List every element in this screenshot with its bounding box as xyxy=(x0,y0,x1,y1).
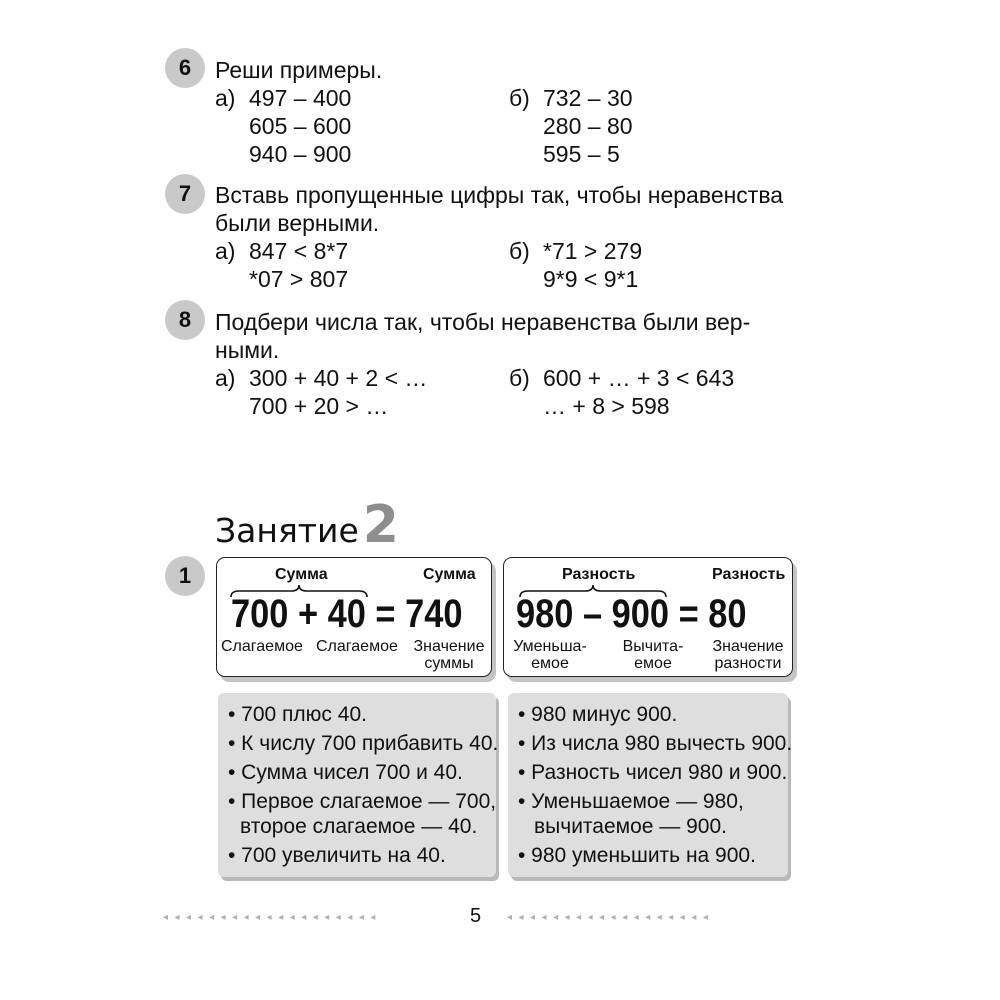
exercise-8-b-item: … + 8 > 598 xyxy=(543,393,670,419)
sum-phrase: • 700 плюс 40. xyxy=(228,703,367,726)
exercise-6-a-item: 605 – 600 xyxy=(249,113,352,139)
difference-sub-minuend-line1: Уменьша- xyxy=(513,638,587,655)
difference-sub-value-line1: Значение xyxy=(712,638,784,655)
exercise-6-a-label: а) xyxy=(215,85,236,111)
exercise-7-a-item: *07 > 807 xyxy=(249,266,349,292)
difference-equation: 980 – 900 = 80 xyxy=(516,592,747,636)
lesson-heading-word: Занятие xyxy=(215,511,359,550)
sum-phrase: • К числу 700 прибавить 40. xyxy=(228,732,499,755)
exercise-8-b-item: 600 + … + 3 < 643 xyxy=(543,365,735,391)
sum-equation: 700 + 40 = 740 xyxy=(231,592,463,636)
sum-phrase: второе слагаемое — 40. xyxy=(240,815,478,838)
difference-sub-subtrahend-line2: емое xyxy=(634,655,672,672)
exercise-6-b-item: 732 – 30 xyxy=(543,85,633,111)
exercise-6-b-item: 280 – 80 xyxy=(543,113,633,139)
footer-ornament-left: ◂◂◂◂◂◂◂◂◂◂◂◂◂◂◂◂◂◂◂ xyxy=(163,912,382,923)
sum-phrase: • 700 увеличить на 40. xyxy=(228,844,446,867)
exercise-7-b-item: 9*9 < 9*1 xyxy=(543,266,639,292)
exercise-6-a-item: 497 – 400 xyxy=(249,85,352,111)
difference-phrase: • Разность чисел 980 и 900. xyxy=(518,761,788,784)
exercise-7-title-line1: Вставь пропущенные цифры так, чтобы неравенства xyxy=(215,182,784,208)
difference-sub-minuend xyxy=(508,638,592,672)
exercise-8-a-item: 700 + 20 > … xyxy=(249,393,389,419)
difference-sub-value-line2: разности xyxy=(714,655,782,672)
sum-right-label: Сумма xyxy=(423,566,476,583)
exercise-6-number: 6 xyxy=(165,48,205,88)
exercise-6-a-item: 940 – 900 xyxy=(249,141,352,167)
footer-ornament-right: ◂◂◂◂◂◂◂◂◂◂◂◂◂◂◂◂◂◂ xyxy=(507,912,715,923)
difference-right-label: Разность xyxy=(712,566,786,583)
sum-phrase: • Первое слагаемое — 700, xyxy=(228,790,497,813)
difference-sub-subtrahend xyxy=(616,638,690,672)
exercise-8-a-label: а) xyxy=(215,365,236,391)
exercise-8-title-line2: ными. xyxy=(215,337,280,363)
difference-definition-box xyxy=(503,557,793,677)
exercise-1-number: 1 xyxy=(165,556,205,596)
lesson-heading xyxy=(215,495,399,555)
exercise-7-a-item: 847 < 8*7 xyxy=(249,238,349,264)
sum-sub-value xyxy=(411,638,487,672)
exercise-6-b-item: 595 – 5 xyxy=(543,141,620,167)
sum-sub-value-line2: суммы xyxy=(424,655,474,672)
exercise-7-b-item: *71 > 279 xyxy=(543,238,643,264)
sum-definition-box xyxy=(216,557,492,677)
exercise-6-title: Реши примеры. xyxy=(215,57,383,83)
difference-sub-minuend-line2: емое xyxy=(531,655,569,672)
sum-phrase: • Сумма чисел 700 и 40. xyxy=(228,761,463,784)
exercise-8-number: 8 xyxy=(165,300,205,340)
difference-phrase: • Уменьшаемое — 980, xyxy=(518,790,744,813)
exercise-7-b-label: б) xyxy=(509,238,530,264)
difference-sub-value xyxy=(708,638,788,672)
exercise-8-a-item: 300 + 40 + 2 < … xyxy=(249,365,428,391)
page-number: 5 xyxy=(470,905,482,927)
sum-sub-addend-2: Слагаемое xyxy=(316,638,398,655)
exercise-8-title-line1: Подбери числа так, чтобы неравенства были вер- xyxy=(215,309,751,335)
sum-brace-label: Сумма xyxy=(275,566,328,583)
difference-phrase: • Из числа 980 вычесть 900. xyxy=(518,732,793,755)
difference-phrase: • 980 минус 900. xyxy=(518,703,678,726)
sum-sub-value-line1: Значение xyxy=(413,638,485,655)
exercise-6-b-label: б) xyxy=(509,85,530,111)
exercise-8-b-label: б) xyxy=(509,365,530,391)
difference-phrase: • 980 уменьшить на 900. xyxy=(518,844,756,867)
difference-phrase: вычитаемое — 900. xyxy=(534,815,727,838)
sum-sub-addend-1: Слагаемое xyxy=(221,638,303,655)
lesson-heading-number: 2 xyxy=(362,495,399,555)
difference-brace-label: Разность xyxy=(562,566,636,583)
difference-sub-subtrahend-line1: Вычита- xyxy=(622,638,684,655)
exercise-7-title-line2: были верными. xyxy=(215,210,380,236)
exercise-7-number: 7 xyxy=(165,174,205,214)
exercise-7-a-label: а) xyxy=(215,238,236,264)
